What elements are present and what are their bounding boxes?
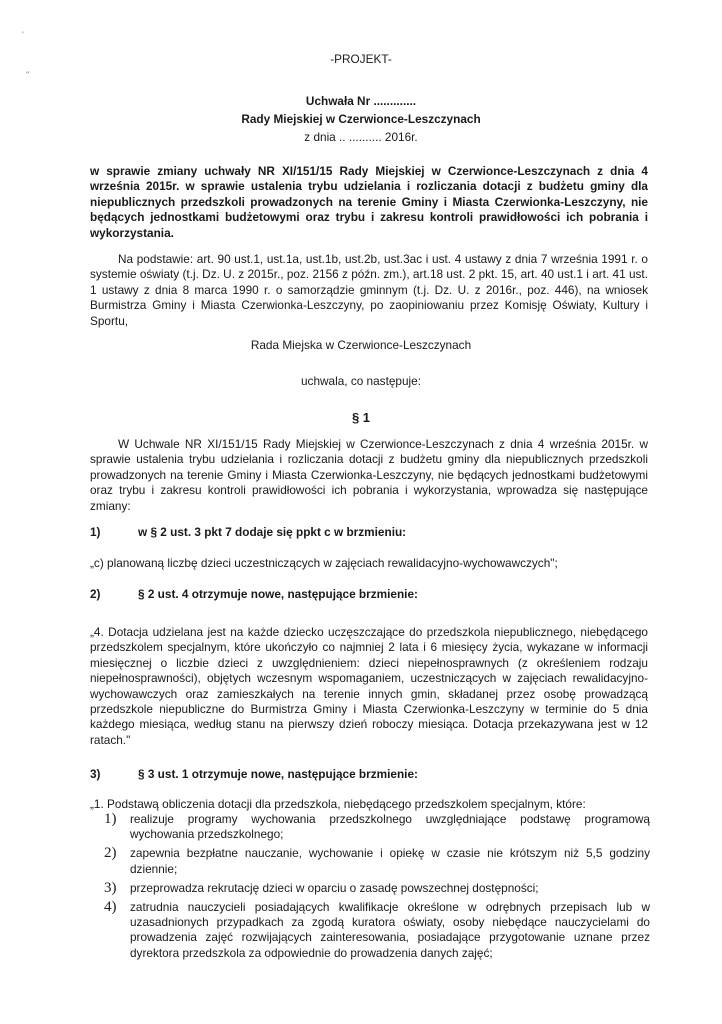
change-number: 1) xyxy=(90,525,101,539)
list-item-number: 1) xyxy=(104,811,117,827)
change-number: 2) xyxy=(90,587,101,601)
list-item xyxy=(104,846,650,876)
list-item-number: 3) xyxy=(104,879,117,896)
list-item-text: przeprowadza rekrutację dzieci w oparciu o zasadę powszechnej dostępności; xyxy=(130,880,539,895)
legal-basis xyxy=(90,252,648,329)
change-title: § 3 ust. 1 otrzymuje nowe, następujące brzmienie: xyxy=(138,767,418,781)
change-title: § 2 ust. 4 otrzymuje nowe, następujące brzmienie: xyxy=(138,587,418,601)
projekt-label: -PROJEKT- xyxy=(330,52,392,66)
conditions-list xyxy=(104,812,650,965)
change-text: „c) planowaną liczbę dzieci uczestniczących w zajęciach rewalidacyjno-wychowawczych"; xyxy=(90,556,558,570)
scan-mark: " xyxy=(26,70,30,80)
resolution-date: z dnia .. .......... 2016r. xyxy=(304,130,418,144)
legal-basis-text: Na podstawie: art. 90 ust.1, ust.1a, ust.1b, ust.2b, ust.3ac i ust. 4 ustawy z dnia 7 września 1991 r. o systemie oświaty (t.j. Dz. U. z 2015r., poz. 2156 z późn. zm.), art.18 ust. 2 pkt. 15, art. 40 ust.1 i art. 41 ust. 1 ustawy z dnia 8 marca 1990 r. o samorządzie gminnym (t.j. Dz. U. z 2016r., poz. 446), na wniosek Burmistrza Gminy i Miasta Czerwionka-Leszczyny, po zaopiniowaniu przez Komisję Oświaty, Kultury i Sportu, xyxy=(90,252,648,328)
list-item xyxy=(104,881,650,896)
resolution-number: Uchwała Nr ............. xyxy=(305,94,417,108)
resolution-subject: w sprawie zmiany uchwały NR XI/151/15 Rady Miejskiej w Czerwionce-Leszczynach z dnia 4 września 2015r. w sprawie ustalenia trybu udzielania i rozliczania dotacji z budżetu gminy dla niepublicznych przedszkoli prowadzonych na terenie Gminy i Miasta Czerwionka-Leszczyny, nie będących jednostkami budżetowymi oraz trybu i zakresu kontroli prawidłowości ich pobrania i wykorzystania. xyxy=(90,164,648,240)
list-item-text: zatrudnia nauczycieli posiadających kwalifikacje określone w odrębnych przepisach lub w uzasadnionych przypadkach za zgodą kuratora oświaty, osoby niebędące nauczycielami do prowadzenia zajęć rozwijających zainteresowania, posiadające przygotowanie uznane przez dyrektora przedszkola za odpowiednie do prowadzenia danych zajęć; xyxy=(130,900,650,960)
intro-text: W Uchwale NR XI/151/15 Rady Miejskiej w Czerwionce-Leszczynach z dnia 4 września 2015r. w sprawie ustalenia trybu udzielania i rozliczania dotacji z budżetu gminy dla niepublicznych przedszkoli prowadzonych na terenie Gminy i Miasta Czerwionka-Leszczyny, nie będących jednostkami budżetowymi oraz trybu i zakresu kontroli prawidłowości ich pobrania i wykorzystania, wprowadza się następujące zmiany: xyxy=(90,437,648,513)
resolves-statement: uchwala, co następuje: xyxy=(300,374,421,388)
council-statement: Rada Miejska w Czerwionce-Leszczynach xyxy=(250,338,472,352)
change-text: „4. Dotacja udzielana jest na każde dziecko uczęszczające do przedszkola niepublicznego, niebędącego przedszkolem specjalnym, które ukończyło co najmniej 2 lata i 6 miesięcy życia, wykazane w informacji miesięcznej o liczbie dzieci z uwzględnieniem: dzieci niepełnosprawnych (z określeniem rodzaju niepełnosprawności), objętych wczesnym wspomaganiem, uczestniczących w zajęciach rewalidacyjno-wychowawczych oraz zamieszkałych na terenie innych gmin, składanej przez osobę prowadzącą przedszkole niepubliczne do Burmistrza Gminy i Miasta Czerwionka-Leszczyny w terminie do 5 dnia każdego miesiąca, według stanu na pierwszy dzień roboczy miesiąca. Dotacja przekazywana jest w 12 ratach." xyxy=(90,625,648,747)
council-name: Rady Miejskiej w Czerwionce-Leszczynach xyxy=(241,112,481,126)
change-number: 3) xyxy=(90,767,101,781)
list-item xyxy=(104,812,650,842)
list-item-text: realizuje programy wychowania przedszkolnego uwzględniające podstawę programową wychowania przedszkolnego; xyxy=(130,812,650,842)
list-item-number: 4) xyxy=(104,899,117,916)
scan-mark: ' xyxy=(22,30,24,40)
section-heading: § 1 xyxy=(351,410,371,425)
list-item-text: zapewnia bezpłatne nauczanie, wychowanie i opiekę w czasie nie krótszym niż 5,5 godziny dziennie; xyxy=(130,846,650,876)
change-title: w § 2 ust. 3 pkt 7 dodaje się ppkt c w brzmieniu: xyxy=(138,525,407,539)
list-item xyxy=(104,900,650,961)
list-item-number: 2) xyxy=(104,845,117,862)
intro-paragraph xyxy=(90,437,648,514)
change-text: „1. Podstawą obliczenia dotacji dla przedszkola, niebędącego przedszkolem specjalnym, które: xyxy=(90,797,586,811)
